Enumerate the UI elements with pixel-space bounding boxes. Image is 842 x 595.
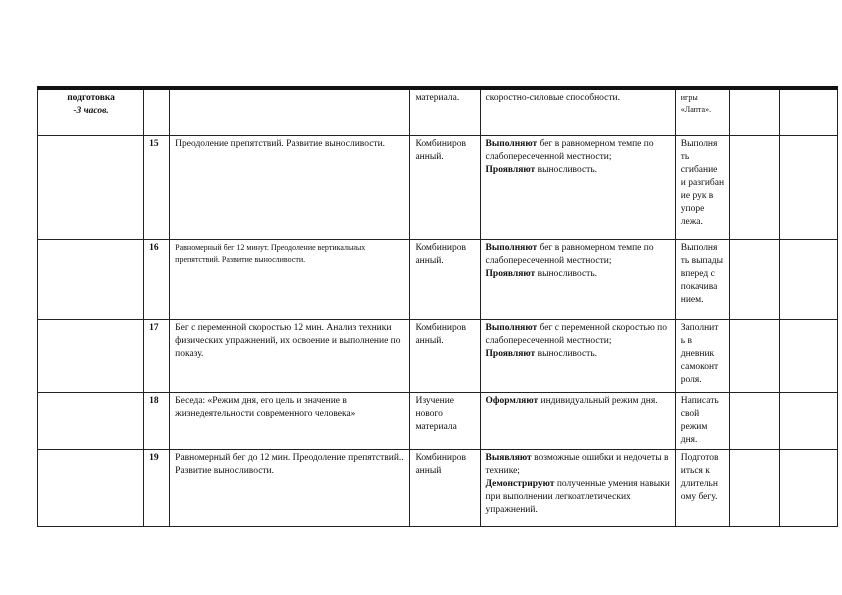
empty-cell: [729, 392, 779, 449]
lesson-plan-table: [37, 86, 838, 527]
table-row: [38, 319, 838, 392]
empty-cell: [38, 239, 144, 319]
empty-cell: [38, 319, 144, 392]
activity-cell: [480, 319, 675, 392]
lesson-topic: Равномерный бег до 12 мин. Преодоление препятствий.. Развитие выносливости.: [170, 449, 410, 526]
homework-cell: Написать свой режим дня.: [675, 392, 729, 449]
lesson-type: Комбиниров анный: [410, 449, 480, 526]
empty-cell: [729, 135, 779, 239]
lesson-topic: Беседа: «Режим дня, его цель и значение в жизнедеятельности современного человека»: [170, 392, 410, 449]
activity-text: бег с переменной скоростью по слабопересеченной местности;: [485, 322, 668, 346]
empty-cell: [170, 88, 410, 135]
homework-cell: игры «Лапта».: [675, 88, 729, 135]
lesson-type: Комбиниров анный.: [410, 135, 480, 239]
activity-text: выносливость.: [535, 164, 598, 175]
lesson-topic: Бег с переменной скоростью 12 мин. Анализ техники физических упражнений, их освоение и выполнение по показу.: [170, 319, 410, 392]
activity-verb: Проявляют: [485, 164, 536, 175]
activity-text: полученные умения навыки при выполнении легкоатлетических упражнений.: [485, 478, 670, 515]
activity-line: [486, 452, 671, 478]
activity-verb: Выполняют: [485, 138, 538, 149]
homework-cell: Выполня ть сгибание и разгибан ие рук в упоре лежа.: [675, 135, 729, 239]
empty-cell: [729, 239, 779, 319]
table-row: [38, 449, 838, 526]
lesson-topic: Преодоление препятствий. Развитие выносливости.: [170, 135, 410, 239]
activity-verb: Выполняют: [485, 242, 538, 253]
lesson-topic: Равномерный бег 12 минут. Преодоление вертикальных препятствий. Развитие выносливости.: [170, 239, 410, 319]
lesson-number: 17: [144, 319, 170, 392]
activity-cell: [480, 239, 675, 319]
activity-line: [486, 138, 671, 164]
lesson-number: 18: [144, 392, 170, 449]
empty-cell: [779, 392, 837, 449]
lesson-type: Комбиниров анный.: [410, 319, 480, 392]
table-row: [38, 392, 838, 449]
activity-line: [486, 395, 671, 408]
empty-cell: [779, 319, 837, 392]
homework-cell: Подготов иться к длительн ому бегу.: [675, 449, 729, 526]
activity-verb: Оформляют: [485, 395, 539, 406]
activity-cell: [480, 135, 675, 239]
activity-cell: скоростно-силовые способности.: [480, 88, 675, 135]
table-row: [38, 135, 838, 239]
activity-text: бег в равномерном темпе по слабопересеченной местности;: [485, 138, 654, 162]
empty-cell: [729, 449, 779, 526]
activity-verb: Проявляют: [485, 268, 536, 279]
lesson-type: Комбиниров анный.: [410, 239, 480, 319]
homework-cell: Заполнит ь в дневник самоконт роля.: [675, 319, 729, 392]
section-hours: -3 часов.: [73, 106, 109, 116]
activity-line: [486, 242, 671, 268]
empty-cell: [779, 449, 837, 526]
empty-cell: [38, 392, 144, 449]
activity-text: возможные ошибки и недочеты в технике;: [485, 452, 669, 476]
lesson-number: 15: [144, 135, 170, 239]
activity-verb: Выполняют: [485, 322, 538, 333]
section-title: подготовка: [67, 93, 115, 103]
activity-verb: Проявляют: [485, 348, 536, 359]
empty-cell: [779, 239, 837, 319]
activity-line: [486, 348, 671, 361]
activity-line: [486, 322, 671, 348]
activity-text: бег в равномерном темпе по слабопересеченной местности;: [485, 242, 654, 266]
homework-cell: Выполня ть выпады вперед с покачива нием.: [675, 239, 729, 319]
activity-cell: [480, 392, 675, 449]
lesson-number: 19: [144, 449, 170, 526]
activity-text: выносливость.: [535, 348, 598, 359]
lesson-type: Изучение нового материала: [410, 392, 480, 449]
activity-text: индивидуальный режим дня.: [538, 395, 658, 406]
activity-line: [486, 268, 671, 281]
activity-cell: [480, 449, 675, 526]
section-cell: [38, 88, 144, 135]
lesson-number: 16: [144, 239, 170, 319]
empty-cell: [38, 449, 144, 526]
table-row-section: [38, 88, 838, 135]
empty-cell: [144, 88, 170, 135]
activity-line: [486, 164, 671, 177]
table-row: [38, 239, 838, 319]
activity-text: выносливость.: [535, 268, 598, 279]
empty-cell: [38, 135, 144, 239]
empty-cell: [779, 88, 837, 135]
empty-cell: [729, 319, 779, 392]
empty-cell: [779, 135, 837, 239]
empty-cell: [729, 88, 779, 135]
activity-line: [486, 478, 671, 517]
activity-verb: Демонстрируют: [485, 478, 555, 489]
lesson-type: материала.: [410, 88, 480, 135]
activity-verb: Выявляют: [485, 452, 532, 463]
